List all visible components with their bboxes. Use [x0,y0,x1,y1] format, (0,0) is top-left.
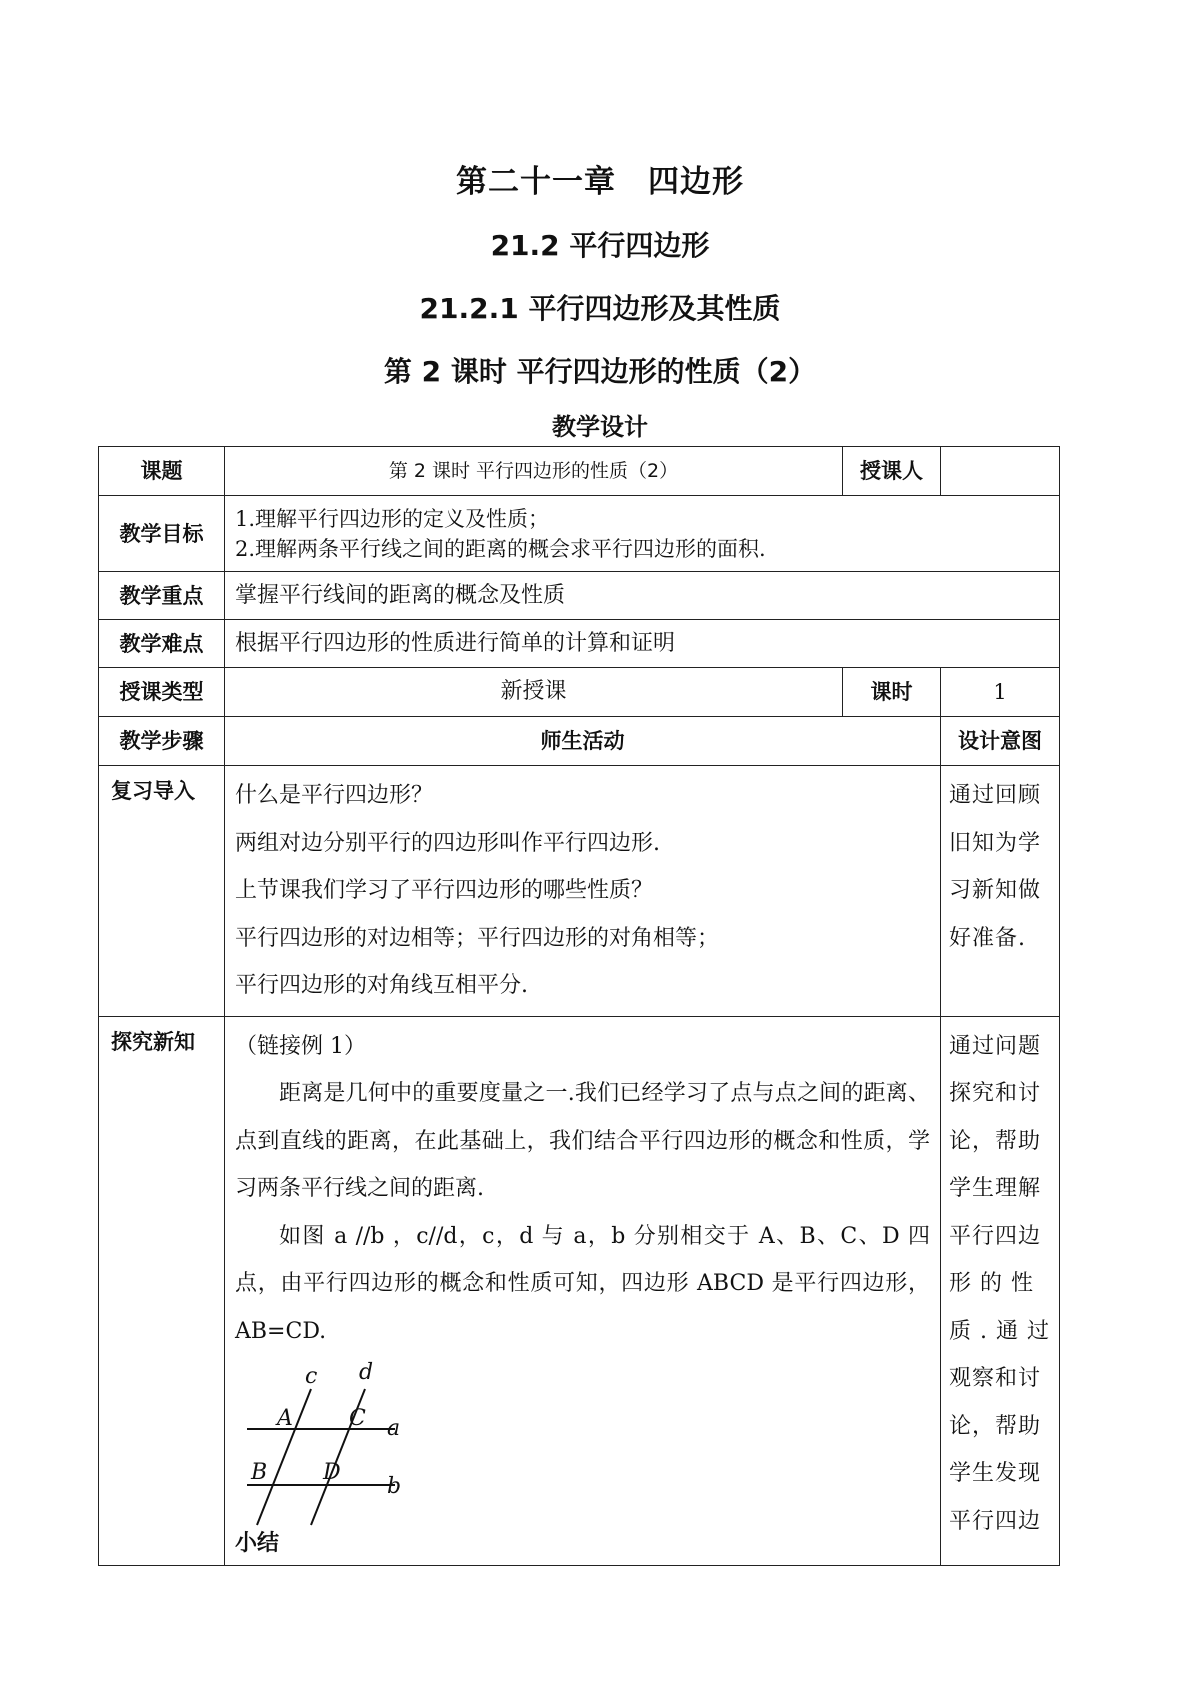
goals-label: 教学目标 [99,496,225,572]
explore-label: 探究新知 [99,1016,225,1566]
intent-line: 学生理解 [949,1176,1042,1201]
type-value: 新授课 [225,668,843,717]
intent-line: 通过回顾 [949,783,1042,808]
row-topic [99,447,1060,496]
label-a: a [387,1416,401,1441]
intent-line: 探究和讨 [949,1081,1042,1106]
topic-label: 课题 [99,447,225,496]
review-line: 上节课我们学习了平行四边形的哪些性质？ [235,878,654,903]
row-key [99,572,1060,620]
label-C: C [349,1406,366,1431]
hours-label: 课时 [843,668,941,717]
review-line: 平行四边形的对角线互相平分. [235,973,528,998]
intent-line: 平行四边 [949,1508,1042,1534]
row-explore [99,1016,1060,1566]
type-label: 授课类型 [99,668,225,717]
intent-line: 旧知为学 [949,830,1042,856]
activity-label: 师生活动 [225,717,941,766]
label-d: d [359,1360,374,1385]
row-columns-header [99,717,1060,766]
label-c: c [305,1364,318,1389]
intent-line: 论，帮助 [949,1128,1042,1154]
label-A: A [277,1406,293,1431]
difficulty-value: 根据平行四边形的性质进行简单的计算和证明 [225,620,1060,668]
intent-line: 好准备. [949,925,1026,951]
section-title: 21.2 平行四边形 [490,229,710,262]
intent-line: 平行四边 [949,1223,1042,1249]
topic-value: 第 2 课时 平行四边形的性质（2） [225,447,843,496]
teacher-label: 授课人 [843,447,941,496]
review-content [225,766,941,1017]
label-B: B [251,1460,268,1485]
doc-type-title: 教学设计 [552,413,648,441]
summary-heading: 小结 [235,1531,280,1556]
explore-intent [941,1016,1060,1566]
intent-line: 学生发现 [949,1461,1042,1486]
steps-label: 教学步骤 [99,717,225,766]
teacher-value [941,447,1060,496]
review-label: 复习导入 [99,766,225,1017]
lesson-title: 第 2 课时 平行四边形的性质（2） [383,355,817,388]
explore-paragraph-2: 如图 a //b ，c//d，c，d 与 a，b 分别相交于 A、B、C、D 四点，由平行四边形的概念和性质可知，四边形 ABCD 是平行四边形，AB=CD. [235,1223,930,1344]
goals-value [225,496,1060,572]
chapter-title: 第二十一章 四边形 [456,164,744,200]
intent-line: 形 的 性 [949,1271,1034,1296]
row-goals [99,496,1060,572]
row-type [99,668,1060,717]
difficulty-label: 教学难点 [99,620,225,668]
intent-line: 观察和讨 [949,1366,1042,1391]
key-label: 教学重点 [99,572,225,620]
lesson-plan-table [98,446,1060,1566]
label-b: b [387,1474,402,1499]
goal-item: 1.理解平行四边形的定义及性质； [235,506,550,531]
explore-paragraph-1: 距离是几何中的重要度量之一.我们已经学习了点与点之间的距离、点到直线的距离，在此基础上，我们结合平行四边形的概念和性质，学习两条平行线之间的距离. [235,1081,930,1201]
intent-line: 通过问题 [949,1033,1042,1059]
key-value: 掌握平行线间的距离的概念及性质 [225,572,1060,620]
review-line: 什么是平行四边形？ [235,783,434,808]
hours-value: 1 [941,668,1060,717]
intent-label: 设计意图 [941,717,1060,766]
review-line: 两组对边分别平行的四边形叫作平行四边形. [235,830,660,856]
goal-item: 2.理解两条平行线之间的距离的概会求平行四边形的面积. [235,536,766,561]
label-D: D [323,1460,341,1485]
explore-link: （链接例 1） [235,1033,366,1059]
subsection-title: 21.2.1 平行四边形及其性质 [419,292,781,325]
review-intent [941,766,1060,1017]
intent-line: 习新知做 [949,878,1042,903]
intent-line: 质 . 通 过 [949,1318,1050,1344]
row-difficulty [99,620,1060,668]
intent-line: 论，帮助 [949,1413,1042,1439]
row-review [99,766,1060,1017]
parallel-lines-figure [235,1359,425,1529]
review-line: 平行四边形的对边相等；平行四边形的对角相等； [235,925,720,951]
explore-content [225,1016,941,1566]
